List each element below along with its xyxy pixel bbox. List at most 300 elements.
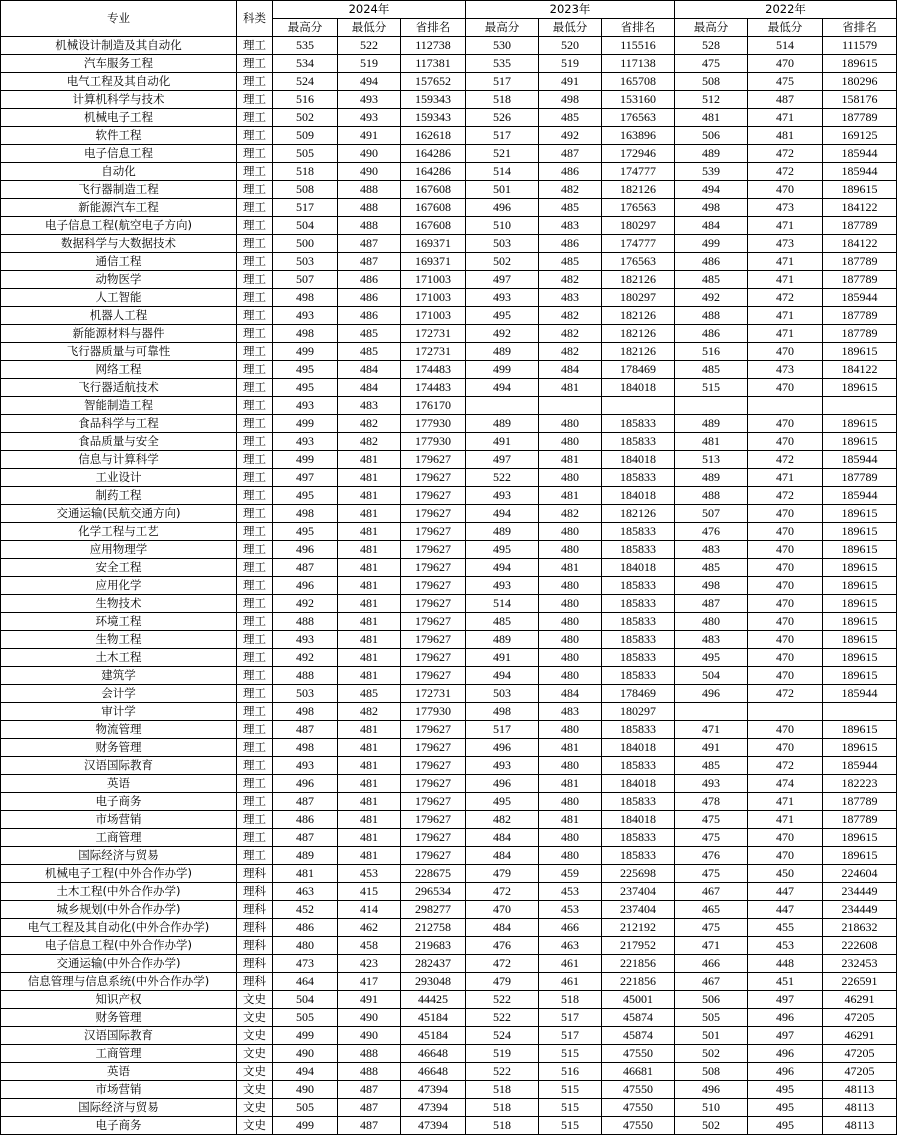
min-score-2023: 484 [539,685,602,703]
rank-2024: 179627 [401,451,466,469]
max-score-2024: 487 [273,721,338,739]
rank-2024: 177930 [401,433,466,451]
rank-2023: 185833 [602,793,675,811]
max-score-2022: 483 [675,541,748,559]
min-score-2023: 515 [539,1045,602,1063]
min-score-2022: 496 [748,1009,823,1027]
major-cell: 生物工程 [1,631,237,649]
min-score-2023: 453 [539,883,602,901]
table-row [1,559,897,577]
max-score-2024: 452 [273,901,338,919]
rank-2023: 237404 [602,901,675,919]
min-score-2023: 480 [539,829,602,847]
category-cell: 文史 [237,1099,273,1117]
min-score-2022: 472 [748,145,823,163]
rank-2023: 185833 [602,541,675,559]
max-score-2023: 499 [466,361,539,379]
major-cell: 电子信息工程 [1,145,237,163]
min-score-2024: 490 [338,145,401,163]
max-score-2024: 486 [273,919,338,937]
max-score-2024: 495 [273,487,338,505]
header-category: 科类 [237,1,273,37]
header-min-score: 最低分 [338,19,401,37]
rank-2022: 189615 [823,739,897,757]
category-cell: 理工 [237,685,273,703]
category-cell: 文史 [237,1063,273,1081]
min-score-2024: 481 [338,775,401,793]
rank-2022: 185944 [823,685,897,703]
max-score-2023: 517 [466,73,539,91]
min-score-2023: 459 [539,865,602,883]
max-score-2024: 464 [273,973,338,991]
rank-2024: 46648 [401,1063,466,1081]
min-score-2024: 481 [338,667,401,685]
category-cell: 理科 [237,865,273,883]
max-score-2024: 507 [273,271,338,289]
category-cell: 理工 [237,73,273,91]
table-row [1,613,897,631]
rank-2024: 167608 [401,217,466,235]
rank-2022: 187789 [823,307,897,325]
min-score-2024: 481 [338,595,401,613]
table-row [1,433,897,451]
max-score-2022: 506 [675,991,748,1009]
min-score-2024: 481 [338,523,401,541]
rank-2024: 179627 [401,631,466,649]
rank-2024: 162618 [401,127,466,145]
major-cell: 通信工程 [1,253,237,271]
max-score-2022: 516 [675,343,748,361]
min-score-2022: 474 [748,775,823,793]
major-cell: 新能源汽车工程 [1,199,237,217]
max-score-2024: 499 [273,343,338,361]
rank-2022: 226591 [823,973,897,991]
rank-2022: 189615 [823,415,897,433]
min-score-2023: 483 [539,289,602,307]
max-score-2023: 482 [466,811,539,829]
min-score-2024: 481 [338,811,401,829]
max-score-2022: 467 [675,973,748,991]
header-year-2024: 2024年 [273,1,466,19]
rank-2023: 237404 [602,883,675,901]
min-score-2023: 517 [539,1009,602,1027]
rank-2023: 180297 [602,289,675,307]
table-row [1,1081,897,1099]
min-score-2023: 498 [539,91,602,109]
min-score-2022: 514 [748,37,823,55]
category-cell: 理工 [237,775,273,793]
max-score-2024: 499 [273,415,338,433]
max-score-2022: 487 [675,595,748,613]
min-score-2024: 487 [338,1117,401,1135]
table-row [1,397,897,415]
rank-2022: 218632 [823,919,897,937]
major-cell: 食品科学与工程 [1,415,237,433]
min-score-2024: 485 [338,685,401,703]
min-score-2022: 471 [748,271,823,289]
table-row [1,991,897,1009]
rank-2023: 47550 [602,1081,675,1099]
max-score-2024: 495 [273,379,338,397]
max-score-2023: 496 [466,775,539,793]
max-score-2023: 470 [466,901,539,919]
table-row [1,253,897,271]
category-cell: 理工 [237,847,273,865]
max-score-2022: 504 [675,667,748,685]
min-score-2024: 485 [338,325,401,343]
rank-2022: 185944 [823,163,897,181]
table-row [1,1009,897,1027]
min-score-2022: 470 [748,829,823,847]
category-cell: 理工 [237,739,273,757]
category-cell: 理工 [237,505,273,523]
rank-2024: 44425 [401,991,466,1009]
rank-2022: 111579 [823,37,897,55]
major-cell: 建筑学 [1,667,237,685]
max-score-2024: 481 [273,865,338,883]
category-cell: 理工 [237,379,273,397]
rank-2024: 47394 [401,1081,466,1099]
max-score-2022: 513 [675,451,748,469]
major-cell: 网络工程 [1,361,237,379]
min-score-2023: 461 [539,973,602,991]
category-cell: 理工 [237,145,273,163]
max-score-2023: 495 [466,793,539,811]
min-score-2024: 414 [338,901,401,919]
rank-2023: 185833 [602,595,675,613]
min-score-2024: 490 [338,163,401,181]
max-score-2024: 496 [273,577,338,595]
rank-2024: 171003 [401,271,466,289]
rank-2022: 189615 [823,379,897,397]
max-score-2024: 493 [273,631,338,649]
min-score-2023: 453 [539,901,602,919]
rank-2023: 117138 [602,55,675,73]
rank-2023: 185833 [602,829,675,847]
max-score-2022: 484 [675,217,748,235]
max-score-2024: 492 [273,595,338,613]
min-score-2024: 484 [338,379,401,397]
rank-2022: 234449 [823,901,897,919]
max-score-2023: 495 [466,541,539,559]
rank-2023: 45874 [602,1009,675,1027]
max-score-2023: 497 [466,451,539,469]
major-cell: 土木工程(中外合作办学) [1,883,237,901]
min-score-2024: 487 [338,1099,401,1117]
min-score-2024: 483 [338,397,401,415]
max-score-2023: 522 [466,991,539,1009]
category-cell: 理工 [237,523,273,541]
category-cell: 理工 [237,433,273,451]
max-score-2023: 494 [466,667,539,685]
min-score-2023: 518 [539,991,602,1009]
category-cell: 理工 [237,325,273,343]
max-score-2022: 496 [675,1081,748,1099]
table-row [1,955,897,973]
major-cell: 计算机科学与技术 [1,91,237,109]
rank-2023: 221856 [602,955,675,973]
major-cell: 工商管理 [1,1045,237,1063]
min-score-2024: 482 [338,433,401,451]
major-cell: 电子商务 [1,793,237,811]
rank-2022: 187789 [823,253,897,271]
header-max-score: 最高分 [466,19,539,37]
min-score-2022: 470 [748,181,823,199]
max-score-2022: 508 [675,1063,748,1081]
rank-2022: 47205 [823,1063,897,1081]
min-score-2024: 519 [338,55,401,73]
min-score-2024: 491 [338,991,401,1009]
rank-2023: 174777 [602,163,675,181]
rank-2023: 185833 [602,415,675,433]
rank-2022: 187789 [823,217,897,235]
major-cell: 环境工程 [1,613,237,631]
max-score-2022: 498 [675,577,748,595]
max-score-2024: 499 [273,1027,338,1045]
rank-2022: 189615 [823,649,897,667]
rank-2024: 179627 [401,613,466,631]
max-score-2024: 486 [273,811,338,829]
rank-2024: 179627 [401,559,466,577]
category-cell: 理工 [237,559,273,577]
rank-2022: 180296 [823,73,897,91]
rank-2024: 179627 [401,739,466,757]
rank-2023: 184018 [602,451,675,469]
rank-2024: 47394 [401,1117,466,1135]
min-score-2023: 482 [539,343,602,361]
category-cell: 理科 [237,937,273,955]
min-score-2024: 481 [338,739,401,757]
max-score-2023: 484 [466,847,539,865]
min-score-2023: 485 [539,199,602,217]
max-score-2022: 476 [675,523,748,541]
rank-2022: 189615 [823,343,897,361]
category-cell: 理工 [237,343,273,361]
major-cell: 应用化学 [1,577,237,595]
min-score-2024: 493 [338,91,401,109]
table-row [1,973,897,991]
table-row [1,109,897,127]
major-cell: 机械电子工程 [1,109,237,127]
max-score-2022: 499 [675,235,748,253]
rank-2024: 179627 [401,577,466,595]
category-cell: 理工 [237,91,273,109]
min-score-2022: 470 [748,343,823,361]
max-score-2023: 498 [466,703,539,721]
min-score-2023: 480 [539,649,602,667]
table-row [1,865,897,883]
max-score-2022: 475 [675,811,748,829]
min-score-2022: 471 [748,307,823,325]
rank-2023: 185833 [602,847,675,865]
max-score-2024: 498 [273,505,338,523]
rank-2023: 182126 [602,343,675,361]
table-row [1,289,897,307]
max-score-2024: 497 [273,469,338,487]
min-score-2022: 495 [748,1099,823,1117]
rank-2023: 185833 [602,433,675,451]
rank-2024: 159343 [401,91,466,109]
rank-2023: 184018 [602,559,675,577]
rank-2024: 174483 [401,379,466,397]
min-score-2023: 486 [539,235,602,253]
major-cell: 汉语国际教育 [1,757,237,775]
rank-2022: 234449 [823,883,897,901]
max-score-2022: 471 [675,721,748,739]
rank-2024: 117381 [401,55,466,73]
rank-2023: 185833 [602,649,675,667]
rank-2024: 176170 [401,397,466,415]
max-score-2022: 475 [675,919,748,937]
max-score-2022: 510 [675,1099,748,1117]
rank-2022: 185944 [823,487,897,505]
min-score-2023: 463 [539,937,602,955]
max-score-2024: 534 [273,55,338,73]
major-cell: 市场营销 [1,1081,237,1099]
max-score-2022 [675,703,748,721]
max-score-2022: 502 [675,1117,748,1135]
rank-2023: 178469 [602,361,675,379]
max-score-2022: 489 [675,469,748,487]
min-score-2023: 480 [539,613,602,631]
table-row [1,343,897,361]
major-cell: 动物医学 [1,271,237,289]
header-rank: 省排名 [401,19,466,37]
rank-2023: 45874 [602,1027,675,1045]
major-cell: 软件工程 [1,127,237,145]
max-score-2022: 485 [675,559,748,577]
rank-2024: 171003 [401,289,466,307]
rank-2024: 296534 [401,883,466,901]
max-score-2023: 530 [466,37,539,55]
table-row [1,379,897,397]
major-cell: 城乡规划(中外合作办学) [1,901,237,919]
major-cell: 应用物理学 [1,541,237,559]
rank-2023: 176563 [602,199,675,217]
min-score-2024: 493 [338,109,401,127]
max-score-2024: 500 [273,235,338,253]
min-score-2024: 486 [338,307,401,325]
table-row [1,325,897,343]
min-score-2022: 472 [748,757,823,775]
table-row [1,91,897,109]
rank-2024: 179627 [401,829,466,847]
min-score-2022: 472 [748,289,823,307]
min-score-2022: 470 [748,505,823,523]
min-score-2023: 480 [539,577,602,595]
min-score-2023: 481 [539,811,602,829]
max-score-2022: 466 [675,955,748,973]
rank-2023: 45001 [602,991,675,1009]
rank-2023: 180297 [602,217,675,235]
major-cell: 财务管理 [1,1009,237,1027]
rank-2023: 185833 [602,631,675,649]
rank-2022: 185944 [823,757,897,775]
major-cell: 英语 [1,775,237,793]
rank-2022: 48113 [823,1081,897,1099]
max-score-2022: 465 [675,901,748,919]
max-score-2024: 473 [273,955,338,973]
table-row [1,145,897,163]
max-score-2024: 498 [273,325,338,343]
rank-2023: 182126 [602,181,675,199]
min-score-2022: 447 [748,901,823,919]
table-row [1,883,897,901]
table-row [1,163,897,181]
rank-2024: 293048 [401,973,466,991]
min-score-2023: 480 [539,757,602,775]
rank-2022: 189615 [823,721,897,739]
category-cell: 理工 [237,235,273,253]
rank-2022: 189615 [823,595,897,613]
major-cell: 交通运输(民航交通方向) [1,505,237,523]
max-score-2022: 506 [675,127,748,145]
major-cell: 智能制造工程 [1,397,237,415]
min-score-2023: 482 [539,181,602,199]
min-score-2023: 461 [539,955,602,973]
rank-2024: 179627 [401,793,466,811]
category-cell: 理工 [237,577,273,595]
table-row [1,775,897,793]
max-score-2024: 517 [273,199,338,217]
category-cell: 理工 [237,829,273,847]
major-cell: 电气工程及其自动化 [1,73,237,91]
rank-2022: 48113 [823,1117,897,1135]
max-score-2024: 498 [273,703,338,721]
rank-2022: 189615 [823,559,897,577]
max-score-2022: 494 [675,181,748,199]
min-score-2023: 491 [539,73,602,91]
min-score-2022: 497 [748,1027,823,1045]
rank-2023: 47550 [602,1045,675,1063]
rank-2022: 187789 [823,469,897,487]
min-score-2023: 515 [539,1081,602,1099]
table-row [1,595,897,613]
min-score-2024: 481 [338,631,401,649]
max-score-2024: 502 [273,109,338,127]
min-score-2023: 517 [539,1027,602,1045]
max-score-2024: 508 [273,181,338,199]
major-cell: 食品质量与安全 [1,433,237,451]
min-score-2024: 481 [338,577,401,595]
rank-2022: 189615 [823,505,897,523]
max-score-2023: 496 [466,739,539,757]
major-cell: 机械设计制造及其自动化 [1,37,237,55]
rank-2022: 46291 [823,1027,897,1045]
rank-2024: 167608 [401,181,466,199]
category-cell: 理工 [237,127,273,145]
max-score-2023: 479 [466,865,539,883]
min-score-2024: 481 [338,721,401,739]
major-cell: 工商管理 [1,829,237,847]
min-score-2022: 473 [748,235,823,253]
rank-2023: 184018 [602,775,675,793]
min-score-2022: 470 [748,55,823,73]
min-score-2024: 488 [338,217,401,235]
rank-2023: 115516 [602,37,675,55]
rank-2024: 174483 [401,361,466,379]
min-score-2022 [748,397,823,415]
table-row [1,901,897,919]
max-score-2022 [675,397,748,415]
max-score-2024: 492 [273,649,338,667]
max-score-2023: 502 [466,253,539,271]
min-score-2024: 485 [338,343,401,361]
max-score-2023: 510 [466,217,539,235]
table-row [1,811,897,829]
rank-2024: 169371 [401,235,466,253]
major-cell: 审计学 [1,703,237,721]
